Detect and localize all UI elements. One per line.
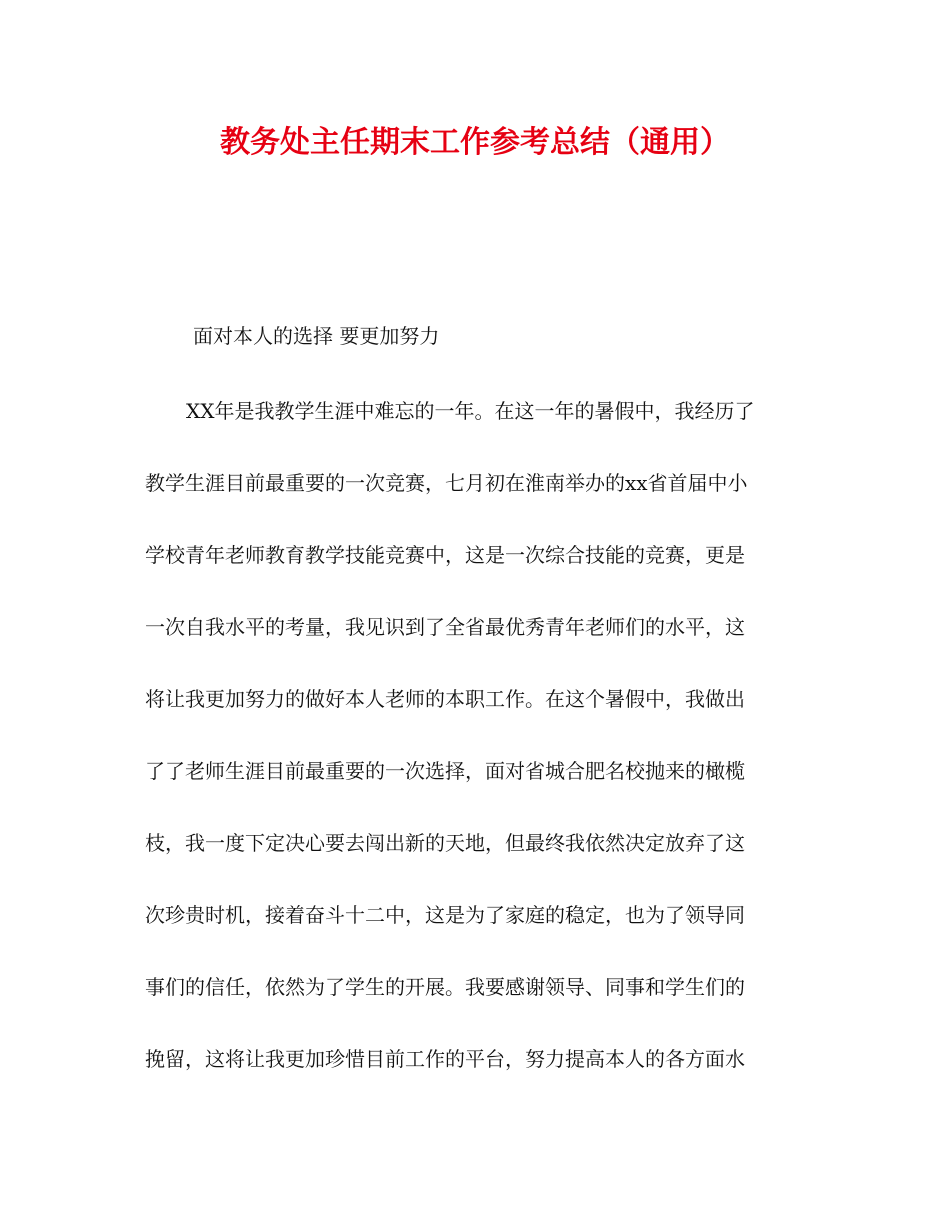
section-heading: 面对本人的选择 要更加努力 bbox=[193, 324, 440, 348]
paragraph-line: 一次自我水平的考量，我见识到了全省最优秀青年老师们的水平，这 bbox=[145, 615, 745, 639]
paragraph-line: 次珍贵时机，接着奋斗十二中，这是为了家庭的稳定，也为了领导同 bbox=[145, 903, 745, 927]
paragraph-line: XX年是我教学生涯中难忘的一年。在这一年的暑假中，我经历了 bbox=[186, 399, 755, 423]
paragraph-line: 将让我更加努力的做好本人老师的本职工作。在这个暑假中，我做出 bbox=[145, 687, 745, 711]
paragraph-line: 学校青年老师教育教学技能竞赛中，这是一次综合技能的竞赛，更是 bbox=[145, 543, 745, 567]
paragraph-line: 枝，我一度下定决心要去闯出新的天地，但最终我依然决定放弃了这 bbox=[145, 831, 745, 855]
paragraph-line: 事们的信任，依然为了学生的开展。我要感谢领导、同事和学生们的 bbox=[145, 975, 745, 999]
document-title: 教务处主任期末工作参考总结（通用） bbox=[220, 125, 730, 160]
paragraph-line: 了了老师生涯目前最重要的一次选择，面对省城合肥名校抛来的橄榄 bbox=[145, 759, 745, 783]
body-paragraph bbox=[145, 391, 805, 1111]
paragraph-line: 教学生涯目前最重要的一次竞赛，七月初在淮南举办的xx省首届中小 bbox=[145, 471, 748, 495]
paragraph-line: 挽留，这将让我更加珍惜目前工作的平台，努力提高本人的各方面水 bbox=[145, 1047, 745, 1071]
